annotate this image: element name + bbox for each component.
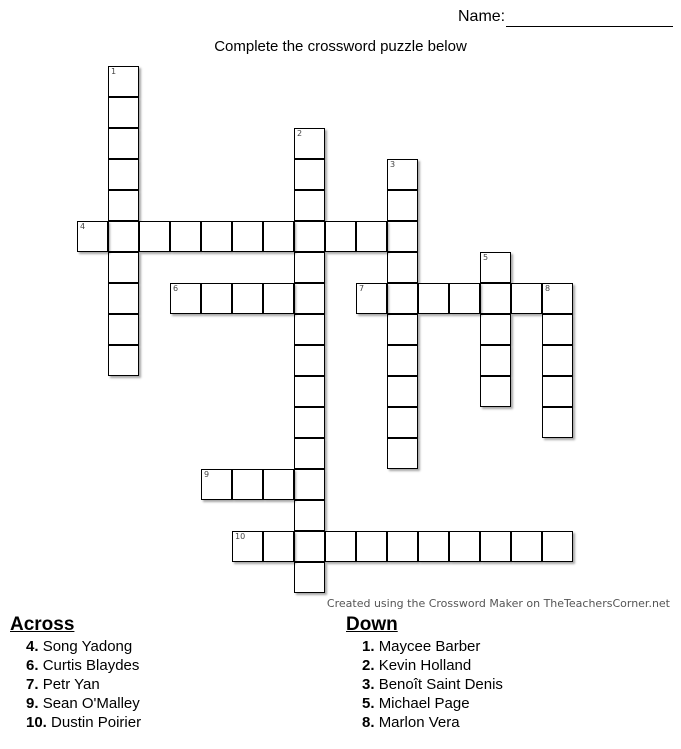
clue-text: Petr Yan [42, 676, 100, 693]
across-heading: Across [10, 614, 75, 635]
crossword-cell[interactable] [108, 190, 139, 221]
crossword-cell[interactable] [108, 66, 139, 97]
credit-text: Created using the Crossword Maker on TheTeachersCorner.net [326, 597, 670, 610]
down-clue [362, 656, 503, 675]
clue-text: Kevin Holland [378, 657, 472, 674]
clue-number: 5. [362, 695, 375, 712]
cell-number: 1 [111, 67, 117, 76]
clue-number: 3. [362, 676, 375, 693]
clue-text: Curtis Blaydes [42, 657, 140, 674]
across-clue [26, 694, 141, 713]
crossword-cell[interactable] [418, 283, 449, 314]
clue-number: 6. [26, 657, 39, 674]
down-clue-list [362, 637, 503, 732]
crossword-cell[interactable] [294, 500, 325, 531]
crossword-cell[interactable] [108, 221, 139, 252]
crossword-cell[interactable] [108, 159, 139, 190]
crossword-cell[interactable] [294, 562, 325, 593]
cell-number: 2 [297, 129, 303, 138]
crossword-cell[interactable] [480, 345, 511, 376]
crossword-cell[interactable] [232, 221, 263, 252]
clue-text: Maycee Barber [378, 638, 481, 655]
crossword-cell[interactable] [480, 376, 511, 407]
crossword-cell[interactable] [542, 314, 573, 345]
crossword-cell[interactable] [294, 531, 325, 562]
crossword-cell[interactable] [232, 531, 263, 562]
crossword-cell[interactable] [108, 252, 139, 283]
crossword-cell[interactable] [108, 97, 139, 128]
cell-number: 4 [80, 222, 86, 231]
crossword-cell[interactable] [294, 159, 325, 190]
crossword-cell[interactable] [294, 438, 325, 469]
crossword-cell[interactable] [387, 221, 418, 252]
cell-number: 7 [359, 284, 365, 293]
crossword-cell[interactable] [325, 531, 356, 562]
clue-text: Benoît Saint Denis [378, 676, 503, 693]
crossword-cell[interactable] [387, 314, 418, 345]
crossword-cell[interactable] [418, 531, 449, 562]
crossword-cell[interactable] [294, 345, 325, 376]
crossword-cell[interactable] [170, 221, 201, 252]
name-label: Name: [458, 8, 506, 25]
cell-number: 6 [173, 284, 179, 293]
clue-number: 9. [26, 695, 39, 712]
crossword-cell[interactable] [170, 283, 201, 314]
crossword-cell[interactable] [108, 128, 139, 159]
crossword-cell[interactable] [387, 283, 418, 314]
crossword-cell[interactable] [480, 252, 511, 283]
clue-number: 7. [26, 676, 39, 693]
crossword-cell[interactable] [480, 283, 511, 314]
crossword-cell[interactable] [263, 221, 294, 252]
crossword-cell[interactable] [77, 221, 108, 252]
down-heading: Down [346, 614, 398, 635]
crossword-cell[interactable] [294, 469, 325, 500]
crossword-cell[interactable] [387, 438, 418, 469]
crossword-cell[interactable] [294, 376, 325, 407]
across-clue [26, 713, 141, 732]
cell-number: 8 [545, 284, 551, 293]
crossword-cell[interactable] [108, 345, 139, 376]
crossword-cell[interactable] [294, 314, 325, 345]
crossword-cell[interactable] [387, 345, 418, 376]
cell-number: 10 [235, 532, 246, 541]
crossword-cell[interactable] [108, 283, 139, 314]
crossword-cell[interactable] [232, 469, 263, 500]
crossword-cell[interactable] [263, 531, 294, 562]
crossword-cell[interactable] [542, 345, 573, 376]
clue-text: Dustin Poirier [51, 714, 142, 731]
across-clue [26, 675, 141, 694]
crossword-cell[interactable] [511, 283, 542, 314]
clue-number: 4. [26, 638, 39, 655]
crossword-cell[interactable] [201, 221, 232, 252]
crossword-cell[interactable] [480, 314, 511, 345]
cell-number: 3 [390, 160, 396, 169]
crossword-cell[interactable] [294, 221, 325, 252]
page-title: Complete the crossword puzzle below [214, 38, 467, 55]
down-clue [362, 637, 503, 656]
down-clue [362, 675, 503, 694]
crossword-cell[interactable] [201, 469, 232, 500]
clue-text: Sean O'Malley [42, 695, 140, 712]
clue-number: 10. [26, 714, 47, 731]
down-clue [362, 713, 503, 732]
across-clue [26, 656, 141, 675]
crossword-cell[interactable] [294, 407, 325, 438]
clue-number: 8. [362, 714, 375, 731]
crossword-cell[interactable] [139, 221, 170, 252]
clue-text: Marlon Vera [378, 714, 460, 731]
crossword-cell[interactable] [294, 252, 325, 283]
crossword-cell[interactable] [294, 283, 325, 314]
crossword-cell[interactable] [387, 407, 418, 438]
crossword-cell[interactable] [511, 531, 542, 562]
crossword-cell[interactable] [294, 128, 325, 159]
crossword-cell[interactable] [108, 314, 139, 345]
crossword-cell[interactable] [325, 221, 356, 252]
crossword-cell[interactable] [387, 190, 418, 221]
cell-number: 9 [204, 470, 210, 479]
crossword-cell[interactable] [387, 252, 418, 283]
crossword-cell[interactable] [387, 159, 418, 190]
crossword-cell[interactable] [387, 531, 418, 562]
crossword-cell[interactable] [263, 283, 294, 314]
crossword-cell[interactable] [356, 531, 387, 562]
crossword-cell[interactable] [542, 376, 573, 407]
crossword-cell[interactable] [449, 283, 480, 314]
across-clue [26, 637, 141, 656]
clue-text: Song Yadong [42, 638, 133, 655]
crossword-cell[interactable] [201, 283, 232, 314]
crossword-cell[interactable] [232, 283, 263, 314]
crossword-cell[interactable] [542, 531, 573, 562]
crossword-cell[interactable] [263, 469, 294, 500]
crossword-cell[interactable] [387, 376, 418, 407]
crossword-cell[interactable] [294, 190, 325, 221]
across-clue-list [26, 637, 141, 732]
clue-text: Michael Page [378, 695, 470, 712]
crossword-cell[interactable] [356, 221, 387, 252]
crossword-cell[interactable] [542, 407, 573, 438]
crossword-cell[interactable] [480, 531, 511, 562]
down-clue [362, 694, 503, 713]
clue-number: 2. [362, 657, 375, 674]
cell-number: 5 [483, 253, 489, 262]
crossword-cell[interactable] [356, 283, 387, 314]
clue-number: 1. [362, 638, 375, 655]
crossword-cell[interactable] [542, 283, 573, 314]
crossword-cell[interactable] [449, 531, 480, 562]
